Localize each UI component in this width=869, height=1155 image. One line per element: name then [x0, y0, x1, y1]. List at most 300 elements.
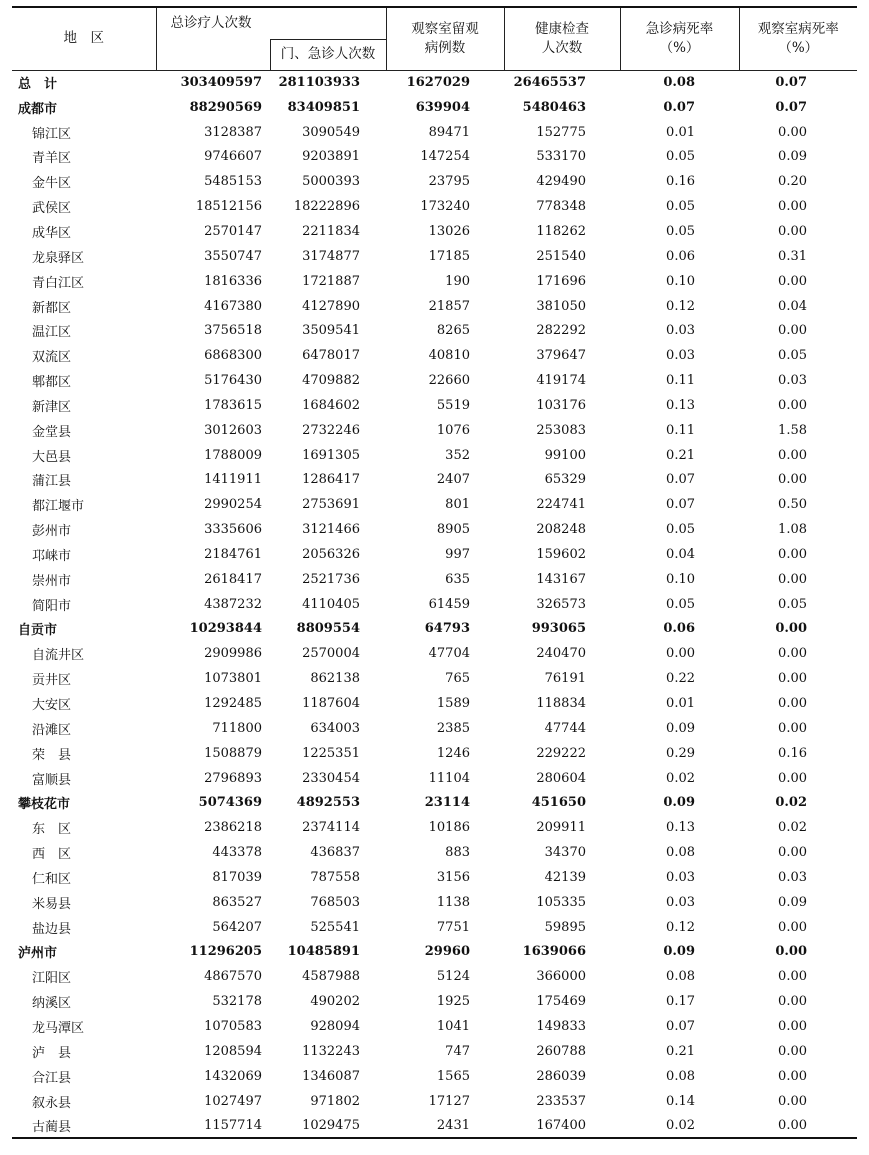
cell-observation-mortality: 0.03 — [778, 373, 807, 389]
cell-region-name: 沿滩区 — [32, 722, 72, 738]
cell-emergency-mortality: 0.06 — [666, 248, 695, 264]
cell-observation-cases: 1627029 — [406, 75, 470, 91]
cell-total-visits: 3128387 — [204, 124, 262, 140]
cell-outpatient-visits: 4892553 — [296, 795, 360, 811]
cell-outpatient-visits: 2521736 — [302, 571, 360, 587]
cell-observation-mortality: 0.00 — [778, 1043, 807, 1059]
cell-outpatient-visits: 1691305 — [302, 447, 360, 463]
cell-observation-mortality: 0.00 — [778, 1093, 807, 1109]
cell-observation-mortality: 0.16 — [778, 745, 807, 761]
cell-total-visits: 5485153 — [204, 174, 262, 190]
table-row — [12, 194, 857, 219]
cell-total-visits: 1508879 — [204, 745, 262, 761]
cell-emergency-mortality: 0.07 — [663, 99, 695, 115]
cell-total-visits: 1432069 — [204, 1068, 262, 1084]
cell-outpatient-visits: 862138 — [310, 671, 360, 687]
table-row — [12, 691, 857, 716]
cell-observation-cases: 1925 — [436, 994, 470, 1010]
cell-observation-mortality: 0.00 — [778, 969, 807, 985]
cell-total-visits: 2796893 — [204, 770, 262, 786]
cell-health-check: 65329 — [544, 472, 586, 488]
cell-total-visits: 1292485 — [204, 696, 262, 712]
cell-emergency-mortality: 0.22 — [666, 671, 695, 687]
cell-total-visits: 564207 — [212, 919, 262, 935]
cell-total-visits: 532178 — [212, 994, 262, 1010]
cell-region-name: 泸 县 — [32, 1045, 72, 1061]
cell-health-check: 251540 — [536, 248, 586, 264]
cell-region-name: 仁和区 — [32, 871, 72, 887]
cell-emergency-mortality: 0.08 — [666, 1068, 695, 1084]
cell-observation-cases: 23114 — [424, 795, 470, 811]
cell-outpatient-visits: 1187604 — [302, 696, 360, 712]
table-row — [12, 641, 857, 666]
cell-outpatient-visits: 768503 — [310, 894, 360, 910]
cell-outpatient-visits: 490202 — [310, 994, 360, 1010]
cell-observation-mortality: 0.03 — [778, 869, 807, 885]
cell-region-name: 武侯区 — [32, 201, 72, 217]
cell-total-visits: 10293844 — [189, 621, 262, 637]
cell-observation-cases: 352 — [445, 447, 470, 463]
cell-outpatient-visits: 525541 — [310, 919, 360, 935]
cell-observation-mortality: 0.00 — [778, 845, 807, 861]
cell-health-check: 240470 — [536, 646, 586, 662]
cell-health-check: 208248 — [536, 522, 586, 538]
cell-outpatient-visits: 2211834 — [302, 223, 360, 239]
cell-health-check: 280604 — [536, 770, 586, 786]
cell-observation-cases: 2385 — [436, 720, 470, 736]
cell-total-visits: 1816336 — [204, 273, 262, 289]
cell-outpatient-visits: 971802 — [310, 1093, 360, 1109]
cell-outpatient-visits: 1225351 — [302, 745, 360, 761]
cell-health-check: 149833 — [536, 1018, 586, 1034]
table-row — [12, 1014, 857, 1039]
cell-region-name: 龙泉驿区 — [32, 250, 85, 266]
header-emergency-mortality-line2: （%） — [659, 39, 700, 56]
cell-region-name: 彭州市 — [32, 524, 72, 540]
table-row — [12, 766, 857, 791]
cell-region-name: 合江县 — [32, 1070, 72, 1086]
cell-observation-cases: 1076 — [436, 422, 470, 438]
cell-observation-cases: 1565 — [436, 1068, 470, 1084]
cell-health-check: 59895 — [544, 919, 586, 935]
cell-emergency-mortality: 0.07 — [666, 1018, 695, 1034]
cell-emergency-mortality: 0.11 — [666, 422, 695, 438]
cell-region-name: 米易县 — [32, 896, 72, 912]
header-observation-mortality-line2: （%） — [778, 39, 819, 56]
cell-observation-cases: 147254 — [420, 149, 470, 165]
cell-health-check: 366000 — [536, 969, 586, 985]
table-row — [12, 318, 857, 343]
cell-observation-mortality: 0.00 — [775, 621, 807, 637]
cell-health-check: 209911 — [536, 820, 586, 836]
cell-health-check: 286039 — [536, 1068, 586, 1084]
cell-region-name: 富顺县 — [32, 772, 72, 788]
header-region: 地 区 — [12, 7, 156, 70]
cell-region-name: 锦江区 — [32, 126, 72, 142]
cell-observation-cases: 801 — [445, 497, 470, 513]
cell-observation-cases: 5124 — [436, 969, 470, 985]
cell-outpatient-visits: 2732246 — [302, 422, 360, 438]
cell-health-check: 167400 — [504, 1113, 620, 1138]
cell-observation-mortality: 0.04 — [778, 298, 807, 314]
cell-observation-mortality: 0.00 — [778, 447, 807, 463]
table-row — [12, 542, 857, 567]
cell-health-check: 379647 — [536, 348, 586, 364]
header-observation-mortality-line1: 观察室病死率 — [757, 20, 839, 37]
cell-observation-mortality: 0.05 — [778, 596, 807, 612]
cell-region-name: 崇州市 — [32, 573, 72, 589]
table-row — [12, 840, 857, 865]
cell-emergency-mortality: 0.02 — [666, 770, 695, 786]
cell-observation-mortality: 0.02 — [775, 795, 807, 811]
cell-health-check: 152775 — [536, 124, 586, 140]
table-row — [12, 368, 857, 393]
cell-health-check: 159602 — [536, 546, 586, 562]
header-emergency-mortality — [620, 7, 739, 70]
cell-region-name: 成华区 — [32, 225, 72, 241]
cell-observation-mortality: 0.00 — [778, 546, 807, 562]
table-row — [12, 244, 857, 269]
table-row — [12, 666, 857, 691]
cell-health-check: 419174 — [536, 373, 586, 389]
table-body — [12, 70, 857, 1138]
cell-total-visits: 1208594 — [204, 1043, 262, 1059]
cell-outpatient-visits: 928094 — [310, 1018, 360, 1034]
cell-observation-cases: 47704 — [428, 646, 470, 662]
table-row — [12, 865, 857, 890]
cell-emergency-mortality: 0.03 — [666, 323, 695, 339]
cell-region-name: 荣 县 — [32, 747, 72, 763]
cell-emergency-mortality: 0.04 — [666, 546, 695, 562]
cell-observation-cases: 765 — [445, 671, 470, 687]
cell-observation-mortality: 0.00 — [778, 696, 807, 712]
table-row — [12, 443, 857, 468]
cell-observation-mortality: 0.00 — [778, 571, 807, 587]
cell-observation-cases: 23795 — [428, 174, 470, 190]
cell-region-name: 新津区 — [32, 399, 72, 415]
cell-region-name: 新都区 — [32, 300, 72, 316]
cell-region-name: 自贡市 — [18, 623, 58, 639]
cell-emergency-mortality: 0.08 — [666, 845, 695, 861]
cell-outpatient-visits: 787558 — [310, 869, 360, 885]
cell-region-name: 古蔺县 — [12, 1113, 156, 1138]
cell-observation-mortality: 0.09 — [778, 149, 807, 165]
cell-total-visits: 1157714 — [156, 1113, 270, 1138]
cell-region-name: 东 区 — [32, 822, 72, 838]
cell-observation-mortality: 0.07 — [775, 75, 807, 91]
city-row — [12, 617, 857, 642]
cell-observation-mortality: 0.09 — [778, 894, 807, 910]
cell-health-check: 103176 — [536, 397, 586, 413]
cell-region-name: 贡井区 — [32, 673, 72, 689]
cell-observation-cases: 997 — [445, 546, 470, 562]
cell-outpatient-visits: 634003 — [310, 720, 360, 736]
cell-total-visits: 3756518 — [204, 323, 262, 339]
cell-total-visits: 5176430 — [204, 373, 262, 389]
cell-outpatient-visits: 1132243 — [302, 1043, 360, 1059]
cell-emergency-mortality: 0.10 — [666, 273, 695, 289]
header-observation-line1: 观察室留观 — [411, 20, 479, 37]
cell-emergency-mortality: 0.05 — [666, 199, 695, 215]
cell-emergency-mortality: 0.08 — [663, 75, 695, 91]
cell-observation-cases: 17127 — [428, 1093, 470, 1109]
cell-total-visits: 1070583 — [204, 1018, 262, 1034]
cell-health-check: 118262 — [536, 223, 586, 239]
table-row — [12, 1039, 857, 1064]
cell-total-visits: 3550747 — [204, 248, 262, 264]
cell-health-check: 260788 — [536, 1043, 586, 1059]
cell-outpatient-visits: 2753691 — [302, 497, 360, 513]
cell-total-visits: 2990254 — [204, 497, 262, 513]
cell-observation-cases: 21857 — [428, 298, 470, 314]
cell-region-name: 青白江区 — [32, 275, 85, 291]
cell-total-visits: 2570147 — [204, 223, 262, 239]
cell-outpatient-visits: 83409851 — [287, 99, 360, 115]
cell-observation-cases: 17185 — [428, 248, 470, 264]
cell-observation-mortality: 0.00 — [778, 323, 807, 339]
cell-observation-mortality: 0.20 — [778, 174, 807, 190]
cell-region-name: 温江区 — [32, 325, 72, 341]
city-row — [12, 940, 857, 965]
table-row — [12, 418, 857, 443]
cell-total-visits: 711800 — [212, 720, 262, 736]
cell-observation-cases: 1246 — [436, 745, 470, 761]
cell-total-visits: 2386218 — [204, 820, 262, 836]
cell-region-name: 金牛区 — [32, 176, 72, 192]
cell-region-name: 自流井区 — [32, 648, 85, 664]
cell-emergency-mortality: 0.12 — [666, 919, 695, 935]
medical-statistics-table — [12, 6, 857, 1139]
table-row — [12, 145, 857, 170]
cell-emergency-mortality: 0.05 — [666, 223, 695, 239]
cell-observation-mortality: 0.50 — [778, 497, 807, 513]
cell-outpatient-visits: 3121466 — [302, 522, 360, 538]
cell-observation-mortality: 0.00 — [778, 646, 807, 662]
cell-region-name: 叙永县 — [32, 1095, 72, 1111]
cell-total-visits: 1411911 — [204, 472, 262, 488]
cell-outpatient-visits: 1346087 — [302, 1068, 360, 1084]
table-row — [12, 343, 857, 368]
cell-region-name: 纳溪区 — [32, 996, 72, 1012]
table-row — [12, 567, 857, 592]
cell-total-visits: 4167380 — [204, 298, 262, 314]
cell-observation-mortality: 0.00 — [739, 1113, 857, 1138]
cell-observation-cases: 5519 — [436, 397, 470, 413]
cell-region-name: 总 计 — [18, 77, 58, 93]
cell-emergency-mortality: 0.10 — [666, 571, 695, 587]
cell-health-check: 1639066 — [522, 944, 586, 960]
header-health-check — [504, 7, 620, 70]
table-row — [12, 1064, 857, 1089]
cell-observation-mortality: 0.02 — [778, 820, 807, 836]
cell-total-visits: 18512156 — [195, 199, 262, 215]
cell-observation-mortality: 0.05 — [778, 348, 807, 364]
cell-observation-mortality: 0.31 — [778, 248, 807, 264]
cell-health-check: 175469 — [536, 994, 586, 1010]
cell-observation-cases: 883 — [445, 845, 470, 861]
cell-health-check: 253083 — [536, 422, 586, 438]
cell-region-name: 大安区 — [32, 698, 72, 714]
cell-outpatient-visits: 1684602 — [302, 397, 360, 413]
cell-observation-cases: 22660 — [428, 373, 470, 389]
cell-health-check: 118834 — [536, 696, 586, 712]
cell-region-name: 西 区 — [32, 847, 72, 863]
cell-observation-cases: 11104 — [428, 770, 470, 786]
cell-health-check: 229222 — [536, 745, 586, 761]
cell-observation-mortality: 0.00 — [778, 397, 807, 413]
table-row — [12, 716, 857, 741]
cell-emergency-mortality: 0.16 — [666, 174, 695, 190]
header-total-visits: 总诊疗人次数 — [156, 7, 386, 39]
cell-observation-mortality: 0.00 — [778, 124, 807, 140]
table-row — [12, 269, 857, 294]
table-row — [12, 393, 857, 418]
cell-observation-mortality: 0.00 — [778, 671, 807, 687]
cell-observation-cases: 173240 — [420, 199, 470, 215]
cell-observation-cases: 2431 — [386, 1113, 504, 1138]
table-row — [12, 169, 857, 194]
cell-outpatient-visits: 436837 — [310, 845, 360, 861]
cell-outpatient-visits: 18222896 — [293, 199, 360, 215]
cell-outpatient-visits: 6478017 — [302, 348, 360, 364]
cell-observation-cases: 190 — [445, 273, 470, 289]
cell-observation-mortality: 0.00 — [778, 770, 807, 786]
cell-region-name: 攀枝花市 — [18, 797, 71, 813]
cell-total-visits: 2618417 — [204, 571, 262, 587]
cell-observation-mortality: 0.00 — [778, 223, 807, 239]
header-emergency-mortality-line1: 急诊病死率 — [645, 20, 714, 37]
cell-total-visits: 3012603 — [204, 422, 262, 438]
cell-emergency-mortality: 0.14 — [666, 1093, 695, 1109]
cell-observation-cases: 1589 — [436, 696, 470, 712]
table-row — [12, 1113, 857, 1138]
cell-health-check: 99100 — [544, 447, 586, 463]
cell-observation-cases: 2407 — [436, 472, 470, 488]
table-row — [12, 815, 857, 840]
cell-observation-mortality: 0.00 — [778, 472, 807, 488]
table-row — [12, 592, 857, 617]
cell-observation-mortality: 1.58 — [778, 422, 807, 438]
table-row — [12, 517, 857, 542]
cell-total-visits: 88290569 — [189, 99, 262, 115]
cell-emergency-mortality: 0.21 — [666, 447, 695, 463]
cell-observation-cases: 7751 — [436, 919, 470, 935]
cell-outpatient-visits: 9203891 — [302, 149, 360, 165]
cell-observation-cases: 1041 — [436, 1018, 470, 1034]
cell-total-visits: 303409597 — [180, 75, 262, 91]
cell-total-visits: 443378 — [212, 845, 262, 861]
city-row — [12, 95, 857, 120]
cell-health-check: 993065 — [531, 621, 586, 637]
cell-observation-cases: 8905 — [436, 522, 470, 538]
cell-region-name: 郫都区 — [32, 375, 72, 391]
cell-outpatient-visits: 281103933 — [278, 75, 360, 91]
cell-outpatient-visits: 3174877 — [302, 248, 360, 264]
cell-health-check: 47744 — [544, 720, 586, 736]
cell-outpatient-visits: 1721887 — [302, 273, 360, 289]
cell-total-visits: 817039 — [212, 869, 262, 885]
cell-observation-cases: 1138 — [436, 894, 470, 910]
cell-observation-mortality: 0.00 — [775, 944, 807, 960]
cell-total-visits: 4867570 — [204, 969, 262, 985]
header-health-check-line1: 健康检查 — [535, 20, 589, 37]
cell-observation-cases: 13026 — [428, 223, 470, 239]
cell-emergency-mortality: 0.11 — [666, 373, 695, 389]
cell-emergency-mortality: 0.00 — [666, 646, 695, 662]
cell-observation-cases: 10186 — [428, 820, 470, 836]
cell-outpatient-visits: 10485891 — [287, 944, 360, 960]
table-row — [12, 890, 857, 915]
header-outpatient-emergency: 门、急诊人次数 — [270, 39, 386, 70]
header-observation — [386, 7, 504, 70]
cell-observation-mortality: 0.00 — [778, 720, 807, 736]
cell-region-name: 江阳区 — [32, 971, 72, 987]
cell-total-visits: 1027497 — [204, 1093, 262, 1109]
cell-total-visits: 863527 — [212, 894, 262, 910]
table-row — [12, 492, 857, 517]
cell-outpatient-visits: 3509541 — [302, 323, 360, 339]
cell-total-visits: 1783615 — [204, 397, 262, 413]
cell-health-check: 282292 — [536, 323, 586, 339]
cell-emergency-mortality: 0.07 — [666, 472, 695, 488]
cell-observation-cases: 639904 — [415, 99, 470, 115]
cell-region-name: 双流区 — [32, 350, 72, 366]
header-observation-line2: 病例数 — [424, 39, 466, 56]
cell-emergency-mortality: 0.03 — [666, 869, 695, 885]
cell-health-check: 224741 — [536, 497, 586, 513]
cell-emergency-mortality: 0.03 — [666, 894, 695, 910]
cell-total-visits: 5074369 — [198, 795, 262, 811]
cell-region-name: 金堂县 — [32, 424, 72, 440]
cell-emergency-mortality: 0.02 — [620, 1113, 739, 1138]
cell-region-name: 盐边县 — [32, 921, 72, 937]
cell-region-name: 邛崃市 — [32, 548, 72, 564]
cell-outpatient-visits: 2570004 — [302, 646, 360, 662]
table-row — [12, 989, 857, 1014]
cell-health-check: 76191 — [544, 671, 586, 687]
cell-total-visits: 11296205 — [189, 944, 262, 960]
cell-total-visits: 3335606 — [204, 522, 262, 538]
cell-outpatient-visits: 2056326 — [302, 546, 360, 562]
cell-emergency-mortality: 0.17 — [666, 994, 695, 1010]
cell-health-check: 778348 — [536, 199, 586, 215]
cell-total-visits: 2184761 — [204, 546, 262, 562]
cell-region-name: 都江堰市 — [32, 499, 85, 515]
cell-observation-cases: 40810 — [428, 348, 470, 364]
cell-emergency-mortality: 0.29 — [666, 745, 695, 761]
cell-outpatient-visits: 1029475 — [270, 1113, 386, 1138]
cell-emergency-mortality: 0.09 — [666, 720, 695, 736]
cell-observation-cases: 635 — [445, 571, 470, 587]
cell-emergency-mortality: 0.09 — [663, 944, 695, 960]
cell-outpatient-visits: 4110405 — [302, 596, 360, 612]
table-row — [12, 219, 857, 244]
table-row — [12, 468, 857, 493]
city-row — [12, 790, 857, 815]
cell-emergency-mortality: 0.13 — [666, 820, 695, 836]
cell-health-check: 171696 — [536, 273, 586, 289]
cell-health-check: 26465537 — [513, 75, 586, 91]
cell-region-name: 青羊区 — [32, 151, 72, 167]
total-row — [12, 70, 857, 95]
cell-observation-mortality: 1.08 — [778, 522, 807, 538]
cell-emergency-mortality: 0.01 — [666, 124, 695, 140]
cell-region-name: 蒲江县 — [32, 474, 72, 490]
cell-emergency-mortality: 0.06 — [663, 621, 695, 637]
header-total-visits-spacer — [156, 39, 270, 70]
cell-observation-cases: 8265 — [436, 323, 470, 339]
cell-outpatient-visits: 3090549 — [302, 124, 360, 140]
